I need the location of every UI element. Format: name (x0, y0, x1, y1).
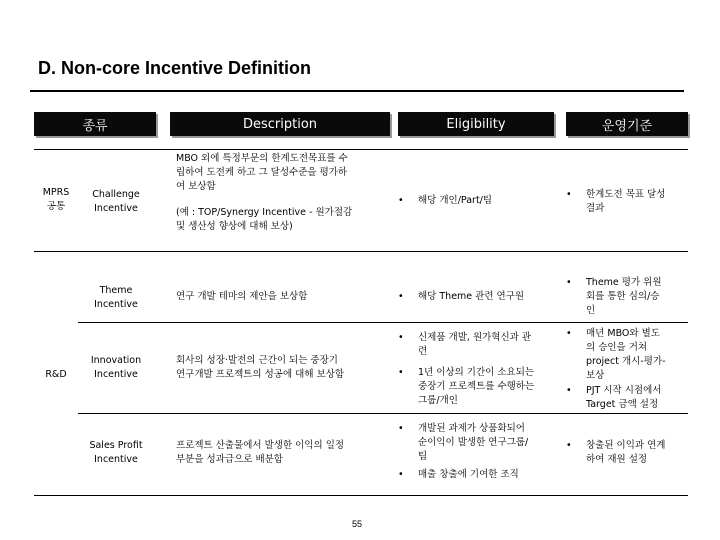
bullet-icon: • (398, 291, 404, 302)
challenge-description: MBO 외에 특정부문의 한계도전목표를 수 립하여 도전케 하고 그 달성수준을 평가하 여 보상함 (176, 153, 348, 192)
bullet-icon: • (398, 367, 404, 378)
title-rule (30, 90, 684, 92)
row-separator (34, 495, 688, 496)
row-separator (34, 149, 688, 150)
challenge-example: (예 : TOP/Synergy Incentive - 원가절감 및 생산성 향상에 대해 보상) (176, 207, 353, 232)
header-description: Description (170, 112, 390, 136)
bullet-icon: • (566, 189, 572, 200)
page-title: D. Non-core Incentive Definition (38, 58, 312, 78)
innovation-description: 회사의 성장·발전의 근간이 되는 중장기 연구개발 프로젝트의 성공에 대해 보상함 (176, 355, 345, 380)
bullet-icon: • (398, 195, 404, 206)
innovation-incentive-name: Innovation Incentive (90, 355, 142, 380)
bullet-icon: • (566, 440, 572, 451)
sales-profit-description: 프로젝트 산출물에서 발생한 이익의 일정 부분을 성과급으로 배분함 (176, 440, 345, 465)
challenge-incentive-name: Challenge Incentive (92, 189, 140, 214)
group-rnd: R&D (45, 369, 67, 380)
header-type: 종류 (34, 112, 156, 136)
row-separator (34, 251, 688, 252)
header-operation: 운영기준 (566, 112, 688, 136)
page-number: 55 (352, 519, 363, 529)
theme-incentive-name: Theme Incentive (94, 285, 138, 310)
row-separator (78, 413, 688, 414)
bullet-icon: • (398, 332, 404, 343)
bullet-icon: • (398, 423, 404, 434)
group-mprs: MPRS 공통 (42, 187, 70, 212)
bullet-icon: • (566, 328, 572, 339)
row-separator (78, 322, 688, 323)
header-eligibility: Eligibility (398, 112, 554, 136)
bullet-icon: • (566, 385, 572, 396)
bullet-icon: • (566, 277, 572, 288)
sales-profit-incentive-name: Sales Profit Incentive (89, 440, 143, 465)
bullet-icon: • (398, 469, 404, 480)
theme-description: 연구 개발 테마의 제안을 보상함 (176, 291, 308, 302)
